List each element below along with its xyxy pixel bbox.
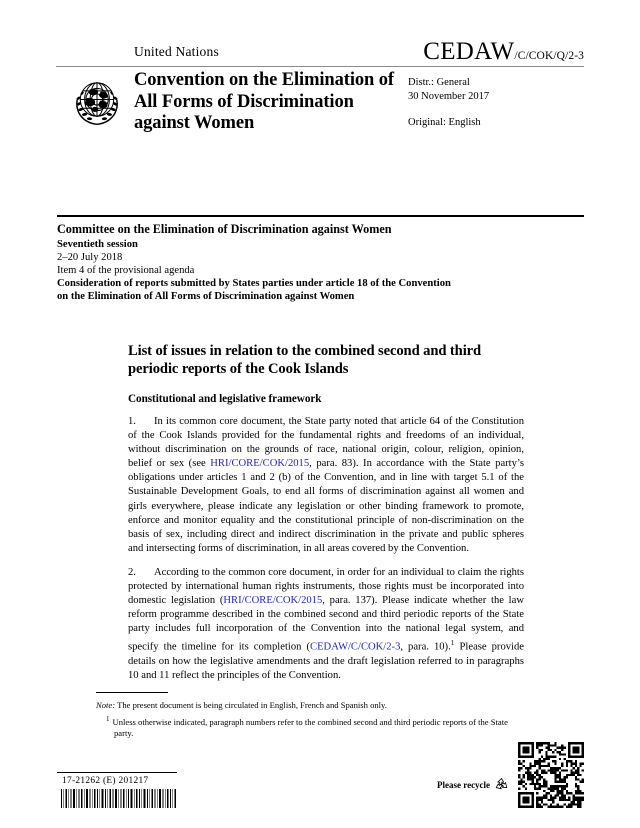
paragraph-number: 2. [128, 566, 136, 578]
footer-divider [57, 772, 177, 773]
document-symbol-suffix: /C/COK/Q/2-3 [514, 50, 584, 62]
document-symbol-main: CEDAW [423, 38, 515, 65]
agenda-item: Item 4 of the provisional agenda [57, 265, 195, 276]
circulation-note [96, 700, 516, 712]
masthead-top-row [56, 38, 584, 65]
qr-code [518, 742, 584, 808]
document-symbol [423, 38, 584, 66]
paragraph-text: , para. 10). [400, 641, 451, 653]
main-content [128, 342, 524, 683]
note-text: The present document is being circulated in English, French and Spanish only. [117, 700, 387, 710]
masthead-divider [56, 66, 584, 67]
document-reference-link[interactable]: HRI/CORE/COK/2015 [210, 458, 310, 470]
committee-name: Committee on the Elimination of Discrimination against Women [57, 222, 392, 236]
committee-session: Seventieth session [57, 238, 138, 250]
paragraph-text: According to the common core document, in order for an individual to claim the rights protected by international human rights instruments, those rights must be incorporated into domestic legislation ( [128, 566, 524, 607]
distribution-label: Distr.: General [408, 77, 470, 88]
distribution-date: 30 November 2017 [408, 91, 490, 102]
paragraph-text: Please provide details on how the legislative amendments and the draft legislation referred to in paragraphs 10 and 11 reflect the principles of the Convention. [128, 641, 524, 682]
section-divider [57, 215, 584, 217]
masthead-body [56, 72, 584, 152]
footnote-block [96, 700, 516, 740]
note-label: Note: [96, 700, 116, 710]
document-reference-link[interactable]: CEDAW/C/COK/2-3 [310, 641, 401, 653]
paragraph-list [128, 415, 524, 683]
paragraph-1 [128, 415, 524, 556]
footnote-text: Unless otherwise indicated, paragraph numbers refer to the combined second and third periodic reports of the State party. [112, 716, 508, 739]
section-heading: Constitutional and legislative framework [128, 393, 322, 405]
paragraph-2 [128, 566, 524, 683]
original-language: Original: English [408, 117, 481, 128]
committee-dates: 2–20 July 2018 [57, 251, 123, 263]
footnote-divider [96, 692, 168, 693]
committee-block [57, 222, 457, 304]
recycle-label: Please recycle [437, 779, 491, 790]
organization-name: United Nations [134, 44, 219, 59]
recycle-notice [437, 776, 510, 793]
recycle-icon [493, 776, 510, 793]
footnote-marker: 1 [106, 714, 110, 723]
distribution-block [408, 76, 489, 130]
convention-title: Convention on the Elimination of All Forms of Discrimination against Women [134, 70, 394, 133]
consideration-of-reports: Consideration of reports submitted by States parties under article 18 of the Convention on the Elimination of All Forms of Discrimination against Women [57, 278, 451, 303]
un-emblem [66, 71, 128, 133]
masthead [56, 38, 584, 65]
paragraph-text: , para. 137). Please indicate whether the law reform programme described in the combined second and third periodic reports of the State party includes full incorporation of the Convention into the national legal system, and specify the timeline for its completion ( [128, 595, 524, 653]
barcode [60, 789, 178, 808]
page-title: List of issues in relation to the combined second and third periodic reports of the Cook Islands [128, 343, 482, 377]
paragraph-text: , para. 83). In accordance with the State party’s obligations under articles 1 and 2 (b) of the Convention, and in line with target 5.1 of the Sustainable Development Goals, to end all forms of discrimination against all women and girls everywhere, please indicate any legislation or other binding framework to promote, enforce and monitor equality and the constitutional principle of non-discrimination on the basis of sex, including direct and indirect discrimination in the private and public spheres and intersecting forms of discrimination, in all areas covered by the Convention. [128, 458, 524, 554]
document-reference-link[interactable]: HRI/CORE/COK/2015 [223, 595, 323, 607]
document-code: 17-21262 (E) 201217 [62, 776, 149, 786]
paragraph-number: 1. [128, 416, 136, 427]
paragraph-text: In its common core document, the State party noted that article 64 of the Constitution of the Cook Islands provided for the fundamental rights and freedoms of an individual, without discrimination on the grounds of race, national origin, colour, religion, opinion, belief or sex (see [128, 416, 524, 470]
footnote-reference[interactable]: 1 [450, 638, 455, 648]
footnote-item-1 [96, 714, 516, 740]
